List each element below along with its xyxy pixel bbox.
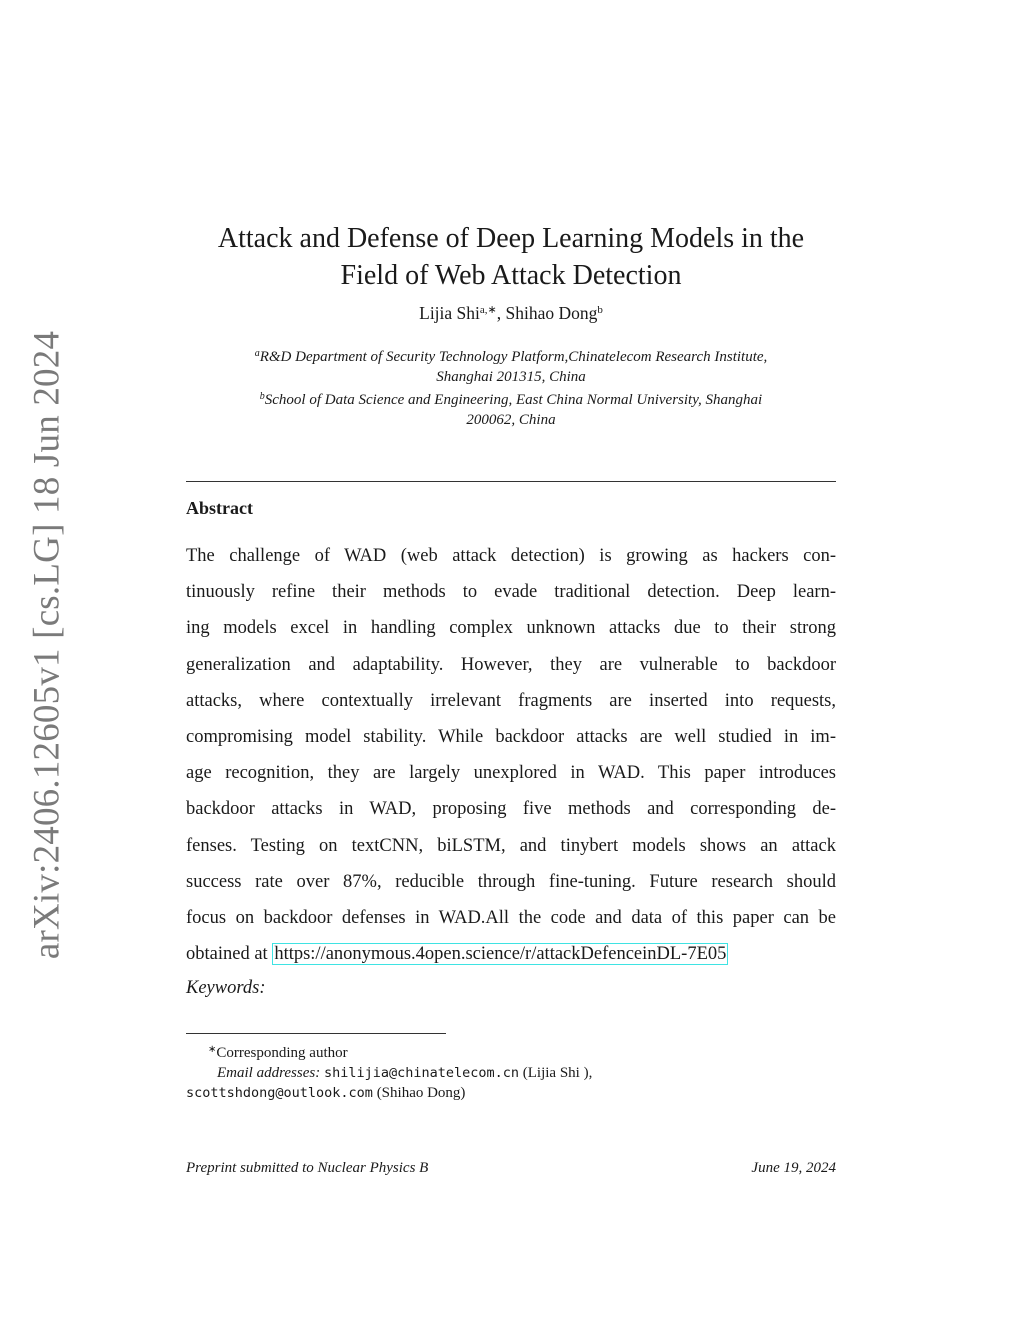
- abstract-line: attacks, where contextually irrelevant fragments are inserted into requests,: [186, 690, 836, 711]
- corresponding-text: Corresponding author: [216, 1045, 348, 1061]
- email-owner: (Shihao Dong): [372, 1085, 466, 1101]
- email-address[interactable]: scottshdong@outlook.com: [186, 1085, 373, 1101]
- affiliation-text: R&D Department of Security Technology Platform,Chinatelecom Research Institute,: [259, 349, 768, 365]
- abstract-line: ing models excel in handling complex unknown attacks due to their strong: [186, 618, 836, 639]
- author-affiliation-mark: b: [597, 304, 603, 316]
- affiliation-b-line-1: [186, 387, 836, 410]
- abstract-line: compromising model stability. While backdoor attacks are well studied in im-: [186, 726, 836, 747]
- email-label: Email addresses:: [217, 1065, 321, 1081]
- affiliation-mark: a: [254, 348, 260, 359]
- author-affiliation-mark: a,∗: [479, 304, 497, 316]
- corresponding-mark: ∗: [208, 1044, 217, 1055]
- abstract-line: backdoor attacks in WAD, proposing five methods and corresponding de-: [186, 799, 836, 820]
- footnote-rule: [186, 1033, 446, 1034]
- affiliation-text: School of Data Science and Engineering, East China Normal University, Shanghai: [264, 392, 763, 408]
- author-name: Shihao Dong: [505, 303, 598, 323]
- affiliation-mark: b: [259, 391, 265, 402]
- affiliation-a-line-2: Shanghai 201315, China: [436, 369, 586, 385]
- affiliations: [186, 344, 836, 430]
- abstract-line: age recognition, they are largely unexplored in WAD. This paper introduces: [186, 763, 836, 784]
- abstract-line: focus on backdoor defenses in WAD.All the code and data of this paper can be: [186, 907, 836, 928]
- corresponding-author-note: [186, 1040, 836, 1063]
- footer-date: June 19, 2024: [751, 1160, 836, 1176]
- arxiv-identifier: arXiv:2406.12605v1 [cs.LG] 18 Jun 2024: [26, 330, 68, 960]
- page-footer: [186, 1160, 836, 1177]
- abstract-top-rule: [186, 481, 836, 482]
- email-note: [186, 1063, 836, 1083]
- author-name: Lijia Shi: [419, 303, 480, 323]
- abstract-line: The challenge of WAD (web attack detection) is growing as hackers con-: [186, 546, 836, 566]
- author-list: [186, 303, 836, 324]
- author-separator: ,: [496, 303, 506, 323]
- abstract-body: [186, 538, 836, 972]
- abstract-last-line: [186, 936, 836, 972]
- keywords-label: Keywords:: [186, 978, 266, 998]
- footer-journal: Preprint submitted to Nuclear Physics B: [186, 1160, 429, 1176]
- code-repository-link[interactable]: https://anonymous.4open.science/r/attackDefenceinDL-7E05: [274, 944, 727, 965]
- abstract-heading: Abstract: [186, 498, 253, 518]
- email-note-continued: [186, 1083, 836, 1103]
- title-line-1: Attack and Defense of Deep Learning Models in the: [217, 222, 805, 254]
- email-address[interactable]: shilijia@chinatelecom.cn: [323, 1065, 520, 1081]
- affiliation-a-line-1: [186, 344, 836, 367]
- abstract-line: tinuously refine their methods to evade traditional detection. Deep learn-: [186, 582, 836, 603]
- abstract-line: success rate over 87%, reducible through fine-tuning. Future research should: [186, 871, 836, 892]
- abstract-line-prefix: obtained at: [186, 944, 273, 965]
- footnotes: [186, 1040, 836, 1103]
- title-line-2: Field of Web Attack Detection: [340, 259, 682, 291]
- email-owner: (Lijia Shi ),: [519, 1065, 593, 1081]
- abstract-line: generalization and adaptability. However, they are vulnerable to backdoor: [186, 654, 836, 675]
- affiliation-b-line-2: 200062, China: [466, 412, 556, 428]
- paper-title: [186, 220, 836, 294]
- abstract-line: fenses. Testing on textCNN, biLSTM, and tinybert models shows an attack: [186, 835, 836, 856]
